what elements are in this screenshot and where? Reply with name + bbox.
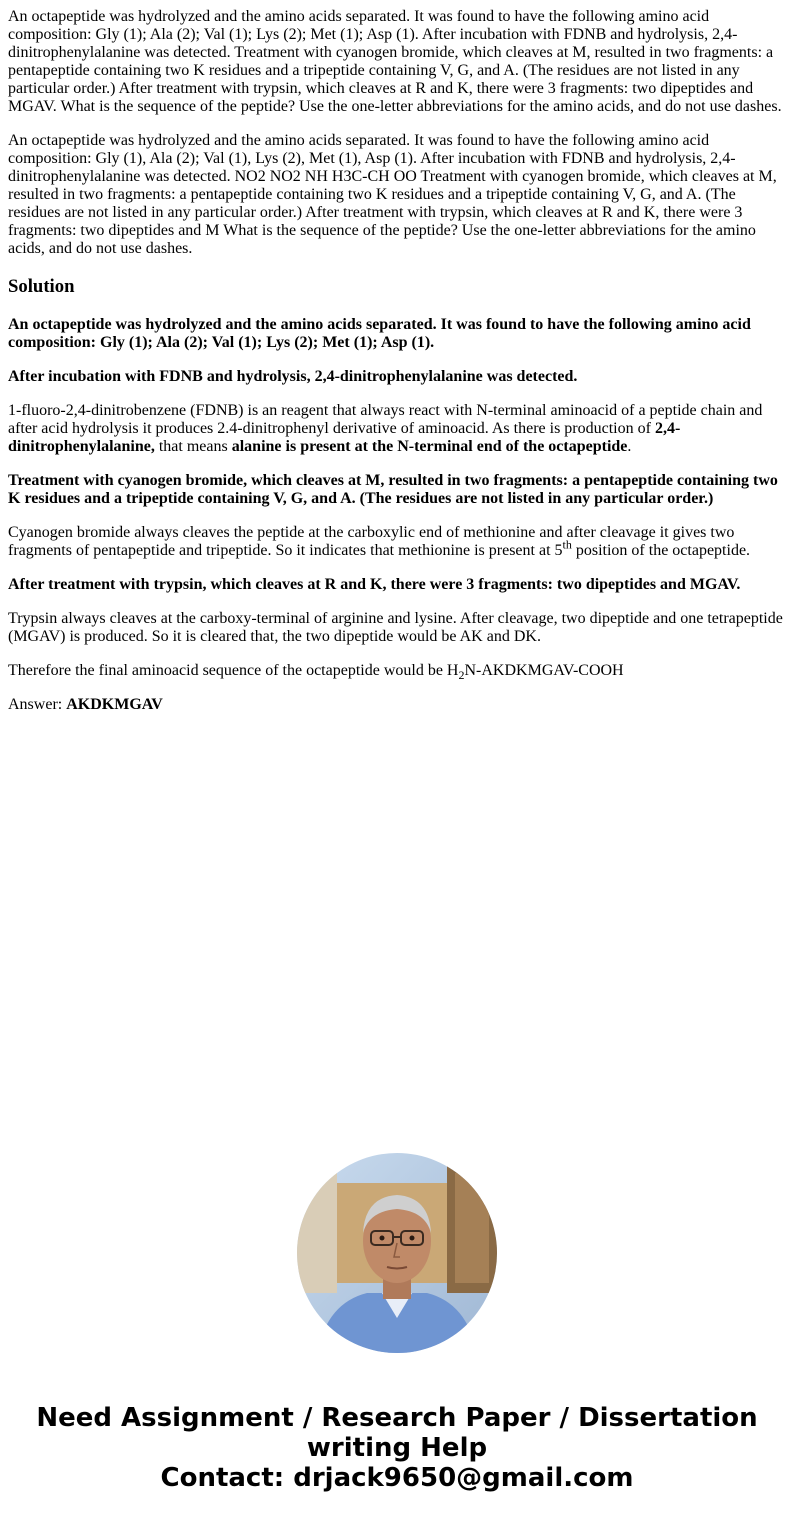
promo-line-2: writing Help	[306, 1433, 488, 1463]
text: position of the octapeptide.	[571, 542, 751, 559]
promo-footer	[0, 1403, 794, 1493]
author-avatar	[297, 1153, 497, 1353]
text: that means	[154, 438, 232, 455]
question-paragraph-1: An octapeptide was hydrolyzed and the amino acids separated. It was found to have the following amino acid composition: Gly (1); Ala (2); Val (1); Lys (2); Met (1); Asp (1). After incubation with FDNB and hydrolysis, 2,4-dinitrophenylalanine was detected. Treatment with cyanogen bromide, which cleaves at M, resulted in two fragments: a pentapeptide containing two K residues and a tripeptide containing V, G, and A. (The residues are not listed in any particular order.) After treatment with trypsin, which cleaves at R and K, there were 3 fragments: two dipeptides and MGAV. What is the sequence of the peptide? Use the one-letter abbreviations for the amino acids, and do not use dashes.	[8, 8, 782, 115]
answer-line	[8, 696, 786, 714]
solution-fdnb-explanation	[8, 402, 786, 456]
text: 1-fluoro-2,4-dinitrobenzene (FDNB) is an reagent that always react with N-terminal aminoacid of a peptide chain and after acid hydrolysis it produces 2.4-dinitrophenyl derivative of aminoacid. As there is production of	[8, 402, 763, 437]
document-body	[8, 0, 786, 730]
bold-text: After incubation with FDNB and hydrolysis, 2,4-dinitrophenylalanine was detected.	[8, 368, 578, 385]
solution-cnbr-explanation	[8, 524, 786, 560]
promo-line-1: Need Assignment / Research Paper / Dissertation	[36, 1403, 758, 1433]
text: .	[627, 438, 632, 455]
solution-heading: Solution	[8, 276, 75, 297]
bold-text: After treatment with trypsin, which cleaves at R and K, there were 3 fragments: two dipeptides and MGAV.	[8, 576, 741, 593]
answer-label: Answer:	[8, 696, 67, 713]
bold-text: 2,4-dinitrophenylalanine,	[8, 420, 681, 455]
solution-final-sequence	[8, 662, 786, 683]
author-photo	[297, 1153, 497, 1353]
solution-restated-composition	[8, 316, 786, 352]
text: N-AKDKMGAV-COOH	[464, 662, 624, 679]
promo-contact: Contact: drjack9650@gmail.com	[160, 1463, 634, 1493]
answer-value: AKDKMGAV	[66, 696, 163, 713]
subscript: 2	[458, 668, 465, 683]
solution-restated-trypsin	[8, 576, 786, 594]
question-paragraph-2: An octapeptide was hydrolyzed and the amino acids separated. It was found to have the following amino acid composition: Gly (1), Ala (2); Val (1), Lys (2), Met (1), Asp (1). After incubation with FDNB and hydrolysis, 2,4-dinitrophenylalanine was detected. NO2 NO2 NH H3C-CH OO Treatment with cyanogen bromide, which cleaves at M, resulted in two fragments: a pentapeptide containing two K residues and a tripeptide containing V, G, and A. (The residues are not listed in any particular order.) After treatment with trypsin, which cleaves at R and K, there were 3 fragments: two dipeptides and M What is the sequence of the peptide? Use the one-letter abbreviations for the amino acids, and do not use dashes.	[8, 132, 777, 257]
text: Cyanogen bromide always cleaves the peptide at the carboxylic end of methionine and after cleavage it gives two fragments of pentapeptide and tripeptide. So it indicates that methionine is present at 5	[8, 524, 735, 559]
bold-text: Treatment with cyanogen bromide, which cleaves at M, resulted in two fragments: a pentapeptide containing two K residues and a tripeptide containing V, G, and A. (The residues are not listed in any particular order.)	[8, 472, 778, 507]
superscript: th	[562, 537, 572, 552]
text: Therefore the final aminoacid sequence of the octapeptide would be H	[8, 662, 459, 679]
solution-restated-fdnb	[8, 368, 786, 386]
solution-restated-cnbr	[8, 472, 786, 508]
bold-text: alanine is present at the N-terminal end of the octapeptide	[231, 438, 628, 455]
solution-trypsin-explanation: Trypsin always cleaves at the carboxy-terminal of arginine and lysine. After cleavage, two dipeptide and one tetrapeptide (MGAV) is produced. So it is cleared that, the two dipeptide would be AK and DK.	[8, 610, 783, 645]
bold-text: An octapeptide was hydrolyzed and the amino acids separated. It was found to have the following amino acid composition: Gly (1); Ala (2); Val (1); Lys (2); Met (1); Asp (1).	[8, 316, 751, 351]
